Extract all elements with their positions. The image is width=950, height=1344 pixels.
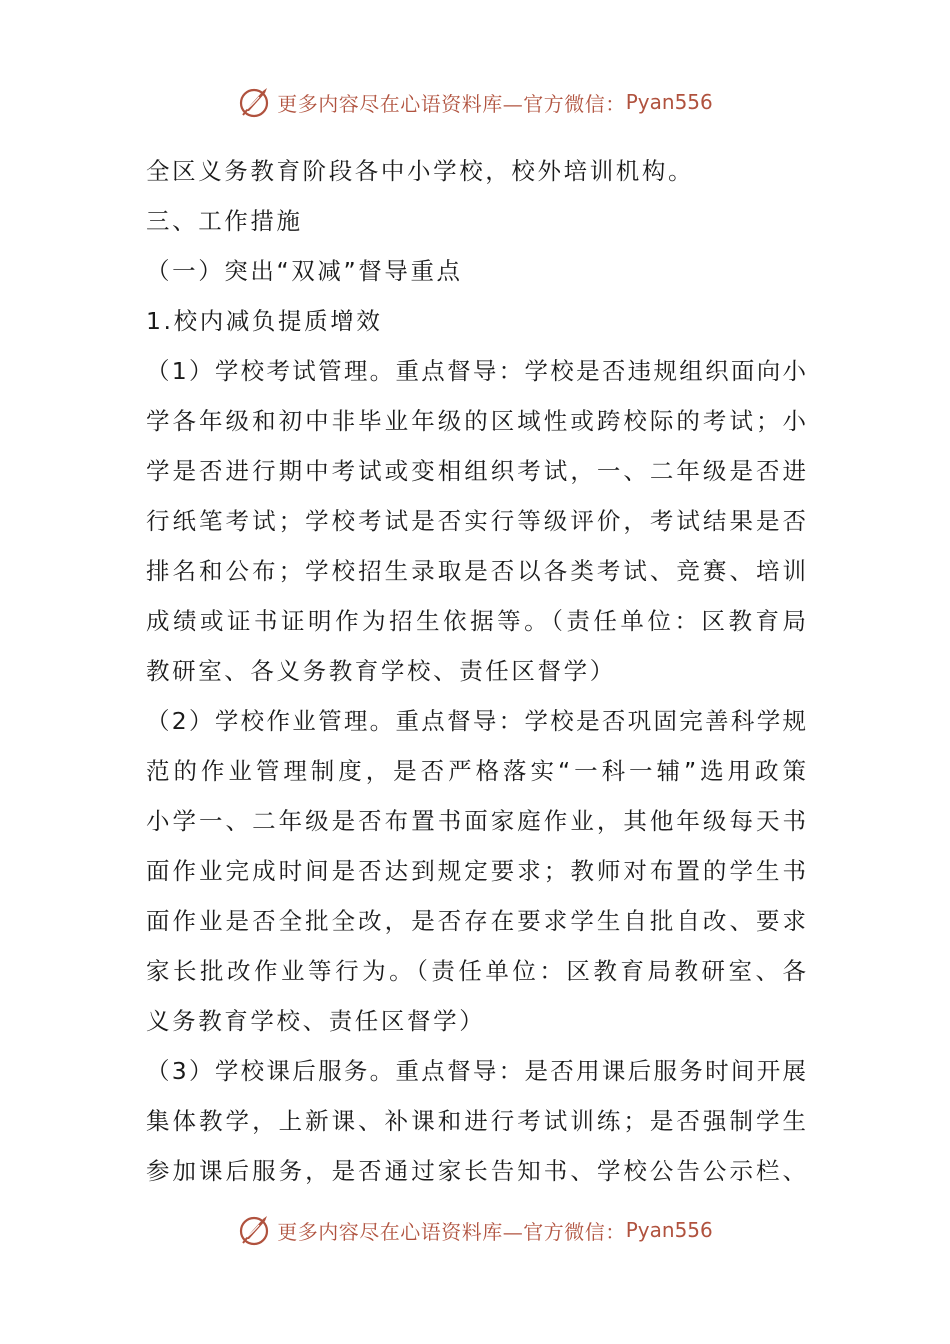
text-line: 教研室、各义务教育学校、责任区督学） [146, 657, 616, 685]
item-heading: 1.校内减负提质增效 [146, 307, 383, 335]
text-line: （2）学校作业管理。重点督导：学校是否巩固完善科学规 [146, 707, 806, 735]
text-line: 学各年级和初中非毕业年级的区域性或跨校际的考试；小 [146, 407, 806, 435]
text-line: 排名和公布；学校招生录取是否以各类考试、竞赛、培训 [146, 557, 806, 585]
text-line: 面作业是否全批全改，是否存在要求学生自批自改、要求 [146, 907, 806, 935]
watermark-text: 更多内容尽在心语资料库—官方微信： [277, 1219, 626, 1244]
quill-logo-icon [237, 84, 273, 120]
document-body [146, 146, 806, 1196]
section-heading: 三、工作措施 [146, 207, 303, 235]
quill-logo-icon [237, 1212, 273, 1248]
text-line: 集体教学，上新课、补课和进行考试训练；是否强制学生 [146, 1107, 806, 1135]
subsection-heading: （一）突出“双减”督导重点 [146, 257, 463, 285]
text-line: 义务教育学校、责任区督学） [146, 1007, 486, 1035]
text-line: 小学一、二年级是否布置书面家庭作业，其他年级每天书 [146, 807, 806, 835]
text-line: 成绩或证书证明作为招生依据等。（责任单位：区教育局 [146, 607, 806, 635]
watermark-wechat-id: Pyan556 [625, 1218, 713, 1242]
watermark-header [0, 82, 950, 122]
watermark-wechat-id: Pyan556 [625, 90, 713, 114]
text-line: 范的作业管理制度，是否严格落实“一科一辅”选用政策 [146, 757, 806, 785]
text-line: 全区义务教育阶段各中小学校，校外培训机构。 [146, 157, 695, 185]
watermark-text: 更多内容尽在心语资料库—官方微信： [277, 91, 626, 116]
text-line: （1）学校考试管理。重点督导：学校是否违规组织面向小 [146, 357, 806, 385]
text-line: （3）学校课后服务。重点督导：是否用课后服务时间开展 [146, 1057, 806, 1085]
text-line: 学是否进行期中考试或变相组织考试，一、二年级是否进 [146, 457, 806, 485]
text-line: 行纸笔考试；学校考试是否实行等级评价，考试结果是否 [146, 507, 806, 535]
text-line: 家长批改作业等行为。（责任单位：区教育局教研室、各 [146, 957, 806, 985]
text-line: 面作业完成时间是否达到规定要求；教师对布置的学生书 [146, 857, 806, 885]
text-line: 参加课后服务，是否通过家长告知书、学校公告公示栏、 [146, 1157, 806, 1185]
watermark-footer [0, 1210, 950, 1250]
